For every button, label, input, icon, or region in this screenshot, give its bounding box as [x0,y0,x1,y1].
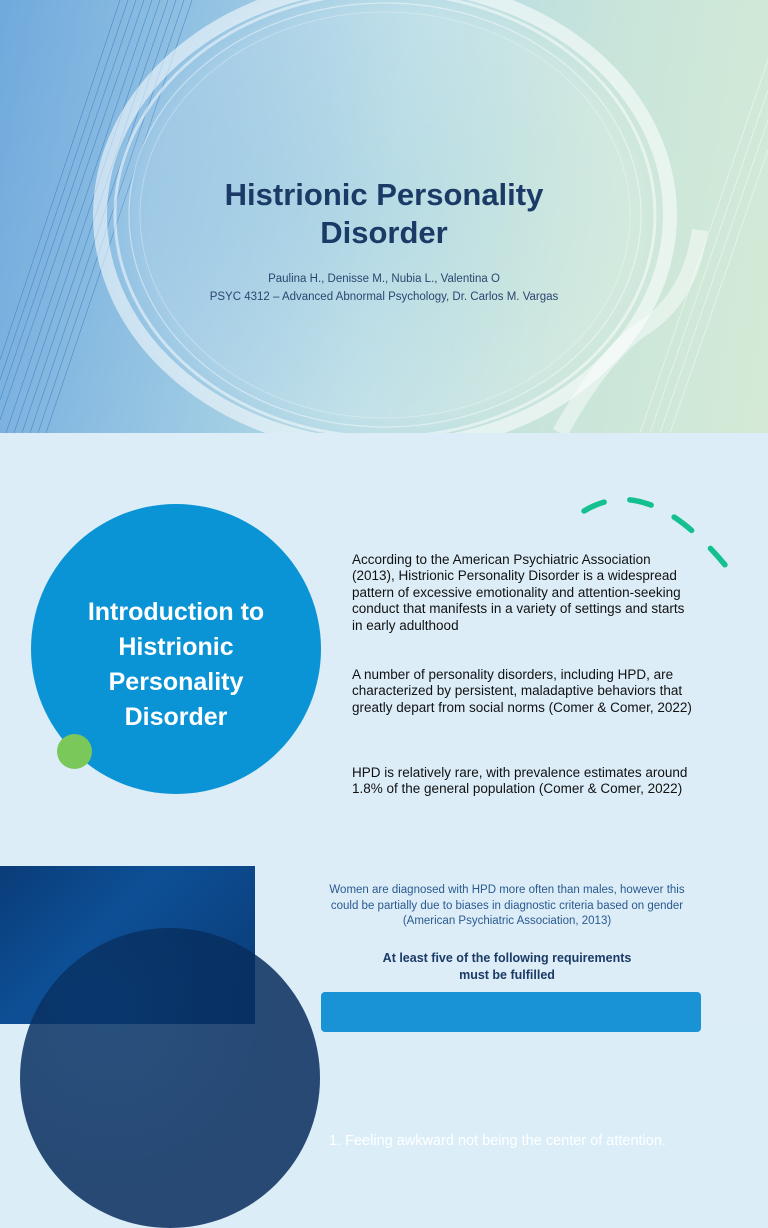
requirement-card [321,992,701,1149]
criteria-slide [0,866,768,1149]
heading-line: Introduction to [87,598,265,626]
heading-line: Personality [108,668,244,696]
heading-line: must be fulfilled [459,968,555,982]
gender-note: Women are diagnosed with HPD more often than males, however this could be partially due to biases in diagnostic criteria based on gender (American Psychiatric Association, 2013) [329,884,685,927]
introduction-slide [0,433,768,865]
green-accent-dot [57,734,92,769]
title-line: Histrionic Personality [224,177,544,212]
requirement-item-1: 1. Feeling awkward not being the center of attention. [329,1133,666,1149]
title-line: Disorder [320,215,448,250]
paragraph-definition: According to the American Psychiatric Association (2013), Histrionic Personality Disorder is a widespread pattern of excessive emotionality and attention-seeking conduct that manifests in a variety of settings and starts in early adulthood [352,551,685,633]
heading-line: Histrionic [118,633,234,661]
paragraph-prevalence: HPD is relatively rare, with prevalence estimates around 1.8% of the general population (Comer & Comer, 2022) [352,764,688,796]
dark-decorative-panel [0,866,255,1024]
authors: Paulina H., Denisse M., Nubia L., Valentina O [268,273,500,285]
paragraph-characteristics: A number of personality disorders, including HPD, are characterized by persistent, maladaptive behaviors that greatly depart from social norms (Comer & Comer, 2022) [352,666,692,715]
heading-line: At least five of the following requirements [382,951,632,965]
title-slide [0,0,768,433]
decorative-swirl [20,928,320,1228]
introduction-heading [31,595,321,735]
course-info: PSYC 4312 – Advanced Abnormal Psychology, Dr. Carlos M. Vargas [209,291,559,303]
presentation-title [0,176,768,252]
requirements-heading [322,950,692,984]
heading-line: Disorder [124,703,228,731]
